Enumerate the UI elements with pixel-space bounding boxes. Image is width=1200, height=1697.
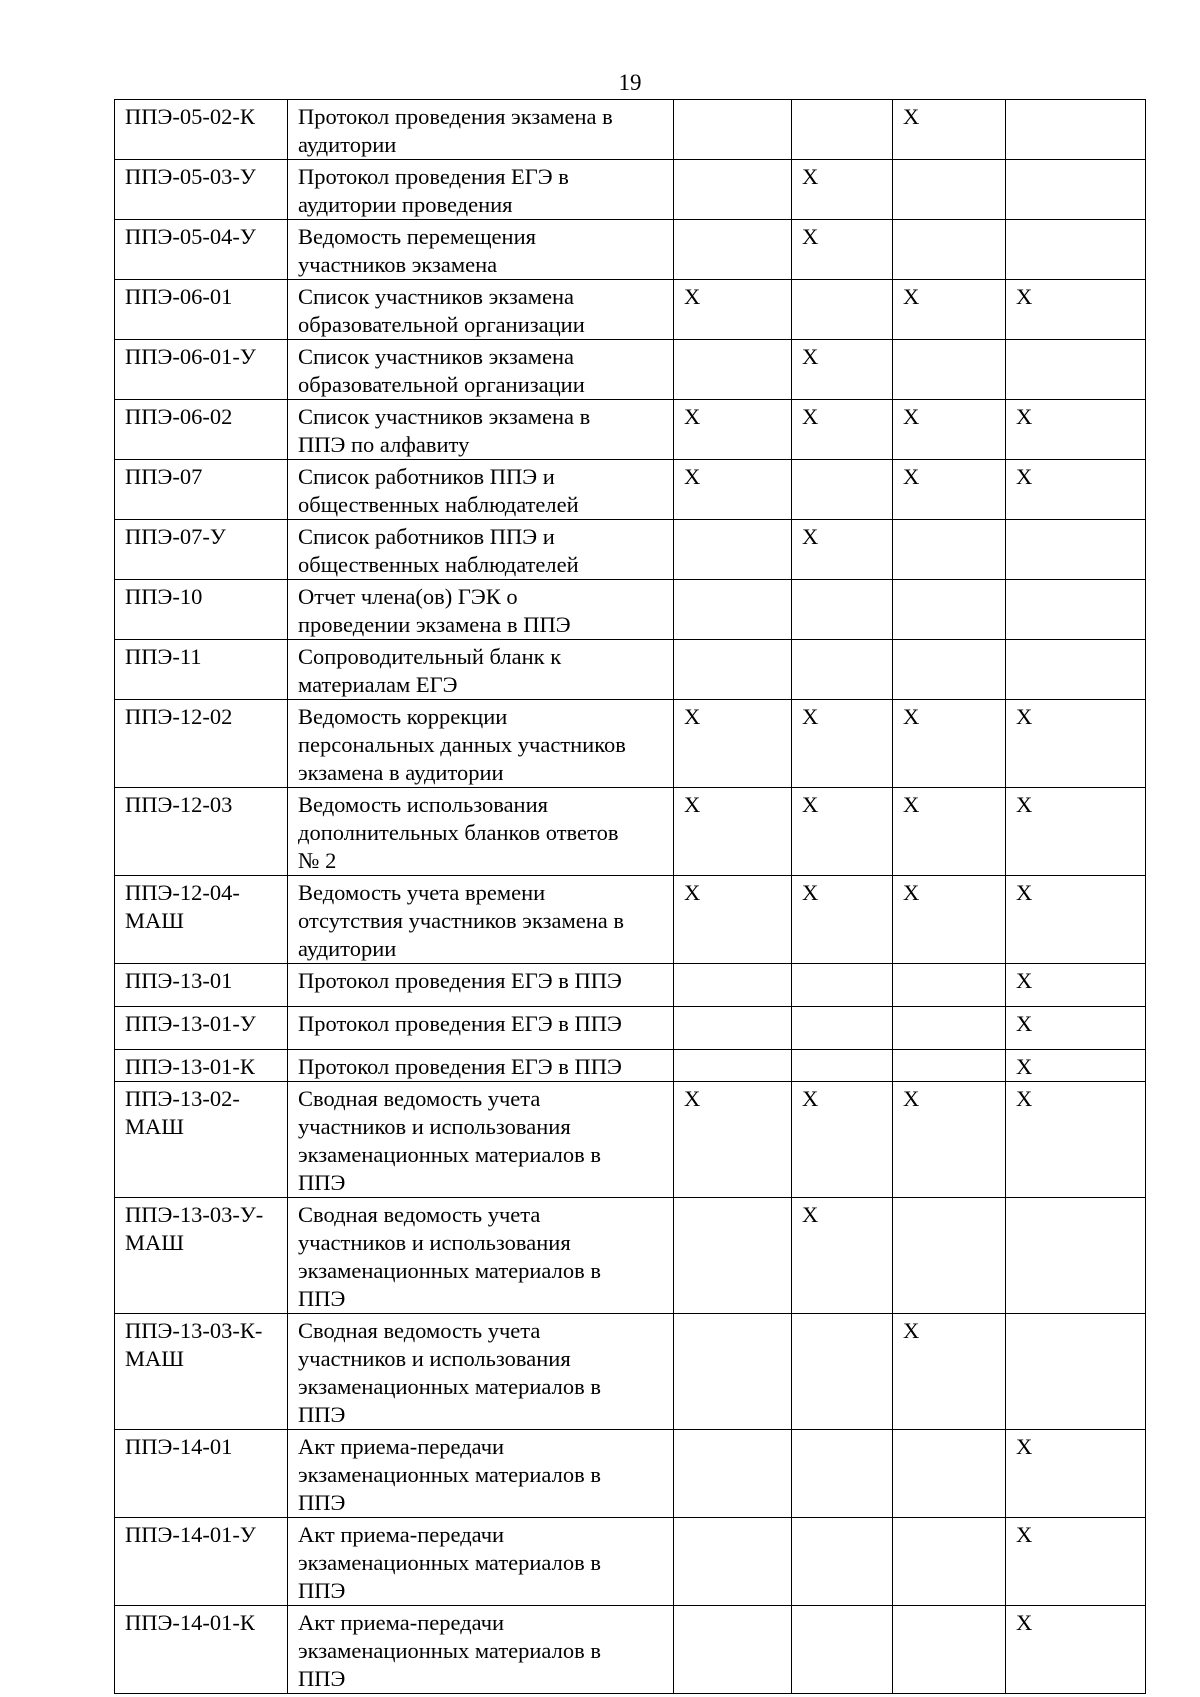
mark-cell-2 [792,640,893,700]
mark-cell-3: X [893,876,1006,964]
table-row [115,580,1146,640]
table-row [115,964,1146,1007]
table-row [115,1082,1146,1198]
table-row [115,1198,1146,1314]
mark-cell-1 [674,1430,792,1518]
form-code: ППЭ-07 [115,460,288,520]
table-row [115,876,1146,964]
mark-cell-2: X [792,1082,893,1198]
table-row [115,340,1146,400]
table-row [115,100,1146,160]
mark-cell-3 [893,340,1006,400]
table-row [115,520,1146,580]
form-code: ППЭ-13-01 [115,964,288,1007]
table-row [115,400,1146,460]
table-row [115,460,1146,520]
mark-cell-1 [674,160,792,220]
form-name: Акт приема-передачи экзаменационных материалов в ППЭ [288,1518,674,1606]
form-code: ППЭ-14-01-У [115,1518,288,1606]
form-name: Протокол проведения ЕГЭ в ППЭ [288,1007,674,1050]
form-name: Протокол проведения ЕГЭ в аудитории проведения [288,160,674,220]
mark-cell-3: X [893,700,1006,788]
mark-cell-1 [674,1606,792,1694]
forms-table-body [115,100,1146,1694]
mark-cell-2: X [792,788,893,876]
mark-cell-1 [674,964,792,1007]
form-name: Список работников ППЭ и общественных наблюдателей [288,460,674,520]
mark-cell-4 [1006,1198,1146,1314]
mark-cell-2 [792,1050,893,1082]
form-name: Акт приема-передачи экзаменационных материалов в ППЭ [288,1606,674,1694]
form-name: Список работников ППЭ и общественных наблюдателей [288,520,674,580]
form-code: ППЭ-14-01 [115,1430,288,1518]
mark-cell-2: X [792,160,893,220]
form-name: Сводная ведомость учета участников и использования экзаменационных материалов в ППЭ [288,1198,674,1314]
form-code: ППЭ-05-04-У [115,220,288,280]
mark-cell-1: X [674,1082,792,1198]
mark-cell-2 [792,280,893,340]
mark-cell-4: X [1006,460,1146,520]
mark-cell-2: X [792,876,893,964]
mark-cell-4: X [1006,1082,1146,1198]
mark-cell-4 [1006,520,1146,580]
form-code: ППЭ-05-02-К [115,100,288,160]
form-name: Протокол проведения ЕГЭ в ППЭ [288,1050,674,1082]
table-row [115,1314,1146,1430]
form-code: ППЭ-05-03-У [115,160,288,220]
mark-cell-3: X [893,100,1006,160]
form-name: Ведомость перемещения участников экзамена [288,220,674,280]
form-code: ППЭ-06-01 [115,280,288,340]
table-row [115,640,1146,700]
mark-cell-4: X [1006,700,1146,788]
mark-cell-3 [893,1518,1006,1606]
mark-cell-4: X [1006,1606,1146,1694]
mark-cell-3: X [893,400,1006,460]
table-row [115,1430,1146,1518]
mark-cell-4: X [1006,876,1146,964]
mark-cell-4 [1006,220,1146,280]
mark-cell-4 [1006,160,1146,220]
mark-cell-4: X [1006,1007,1146,1050]
mark-cell-4: X [1006,788,1146,876]
form-code: ППЭ-06-02 [115,400,288,460]
mark-cell-2 [792,1430,893,1518]
mark-cell-1 [674,580,792,640]
mark-cell-2 [792,1606,893,1694]
form-name: Акт приема-передачи экзаменационных материалов в ППЭ [288,1430,674,1518]
mark-cell-3 [893,640,1006,700]
mark-cell-3: X [893,460,1006,520]
form-name: Сводная ведомость учета участников и использования экзаменационных материалов в ППЭ [288,1314,674,1430]
mark-cell-3 [893,1430,1006,1518]
table-row [115,1007,1146,1050]
mark-cell-1: X [674,460,792,520]
form-code: ППЭ-13-01-К [115,1050,288,1082]
mark-cell-4: X [1006,1430,1146,1518]
form-code: ППЭ-13-01-У [115,1007,288,1050]
mark-cell-2: X [792,520,893,580]
mark-cell-1: X [674,876,792,964]
form-code: ППЭ-13-02- МАШ [115,1082,288,1198]
mark-cell-4 [1006,100,1146,160]
mark-cell-3 [893,964,1006,1007]
table-row [115,1606,1146,1694]
form-code: ППЭ-10 [115,580,288,640]
mark-cell-2: X [792,220,893,280]
mark-cell-2 [792,100,893,160]
mark-cell-3 [893,1007,1006,1050]
mark-cell-2 [792,1518,893,1606]
mark-cell-2: X [792,1198,893,1314]
mark-cell-2: X [792,700,893,788]
mark-cell-4: X [1006,280,1146,340]
form-code: ППЭ-13-03-У- МАШ [115,1198,288,1314]
mark-cell-3 [893,580,1006,640]
table-row [115,280,1146,340]
mark-cell-2: X [792,340,893,400]
mark-cell-1 [674,340,792,400]
mark-cell-1: X [674,280,792,340]
mark-cell-1 [674,520,792,580]
mark-cell-2 [792,460,893,520]
table-row [115,1518,1146,1606]
table-row [115,220,1146,280]
mark-cell-4 [1006,580,1146,640]
form-code: ППЭ-12-02 [115,700,288,788]
mark-cell-1 [674,220,792,280]
form-name: Отчет члена(ов) ГЭК о проведении экзамена в ППЭ [288,580,674,640]
mark-cell-1 [674,1198,792,1314]
form-name: Список участников экзамена в ППЭ по алфавиту [288,400,674,460]
mark-cell-1 [674,1518,792,1606]
mark-cell-4 [1006,640,1146,700]
mark-cell-4: X [1006,1050,1146,1082]
forms-table [114,99,1146,1694]
table-row [115,1050,1146,1082]
form-code: ППЭ-12-03 [115,788,288,876]
mark-cell-4: X [1006,964,1146,1007]
mark-cell-4: X [1006,1518,1146,1606]
mark-cell-1 [674,640,792,700]
mark-cell-3 [893,1050,1006,1082]
mark-cell-1 [674,100,792,160]
form-name: Список участников экзамена образовательной организации [288,340,674,400]
page-number: 19 [618,70,642,95]
mark-cell-1 [674,1007,792,1050]
table-row [115,788,1146,876]
mark-cell-3: X [893,788,1006,876]
table-row [115,700,1146,788]
form-code: ППЭ-07-У [115,520,288,580]
table-row [115,160,1146,220]
mark-cell-2 [792,1007,893,1050]
mark-cell-2 [792,1314,893,1430]
form-code: ППЭ-11 [115,640,288,700]
form-name: Протокол проведения экзамена в аудитории [288,100,674,160]
form-name: Ведомость учета времени отсутствия участников экзамена в аудитории [288,876,674,964]
mark-cell-3 [893,1606,1006,1694]
form-code: ППЭ-13-03-К- МАШ [115,1314,288,1430]
mark-cell-2 [792,964,893,1007]
mark-cell-3: X [893,1082,1006,1198]
form-name: Список участников экзамена образовательной организации [288,280,674,340]
mark-cell-1: X [674,788,792,876]
mark-cell-3 [893,220,1006,280]
form-code: ППЭ-06-01-У [115,340,288,400]
mark-cell-4 [1006,1314,1146,1430]
mark-cell-2: X [792,400,893,460]
form-name: Сводная ведомость учета участников и использования экзаменационных материалов в ППЭ [288,1082,674,1198]
mark-cell-3 [893,520,1006,580]
form-name: Ведомость использования дополнительных бланков ответов № 2 [288,788,674,876]
mark-cell-1 [674,1314,792,1430]
mark-cell-4 [1006,340,1146,400]
mark-cell-1 [674,1050,792,1082]
form-name: Протокол проведения ЕГЭ в ППЭ [288,964,674,1007]
mark-cell-2 [792,580,893,640]
mark-cell-3: X [893,1314,1006,1430]
mark-cell-1: X [674,400,792,460]
form-name: Сопроводительный бланк к материалам ЕГЭ [288,640,674,700]
form-code: ППЭ-12-04- МАШ [115,876,288,964]
mark-cell-4: X [1006,400,1146,460]
form-name: Ведомость коррекции персональных данных участников экзамена в аудитории [288,700,674,788]
mark-cell-3 [893,160,1006,220]
mark-cell-3: X [893,280,1006,340]
mark-cell-3 [893,1198,1006,1314]
mark-cell-1: X [674,700,792,788]
form-code: ППЭ-14-01-К [115,1606,288,1694]
